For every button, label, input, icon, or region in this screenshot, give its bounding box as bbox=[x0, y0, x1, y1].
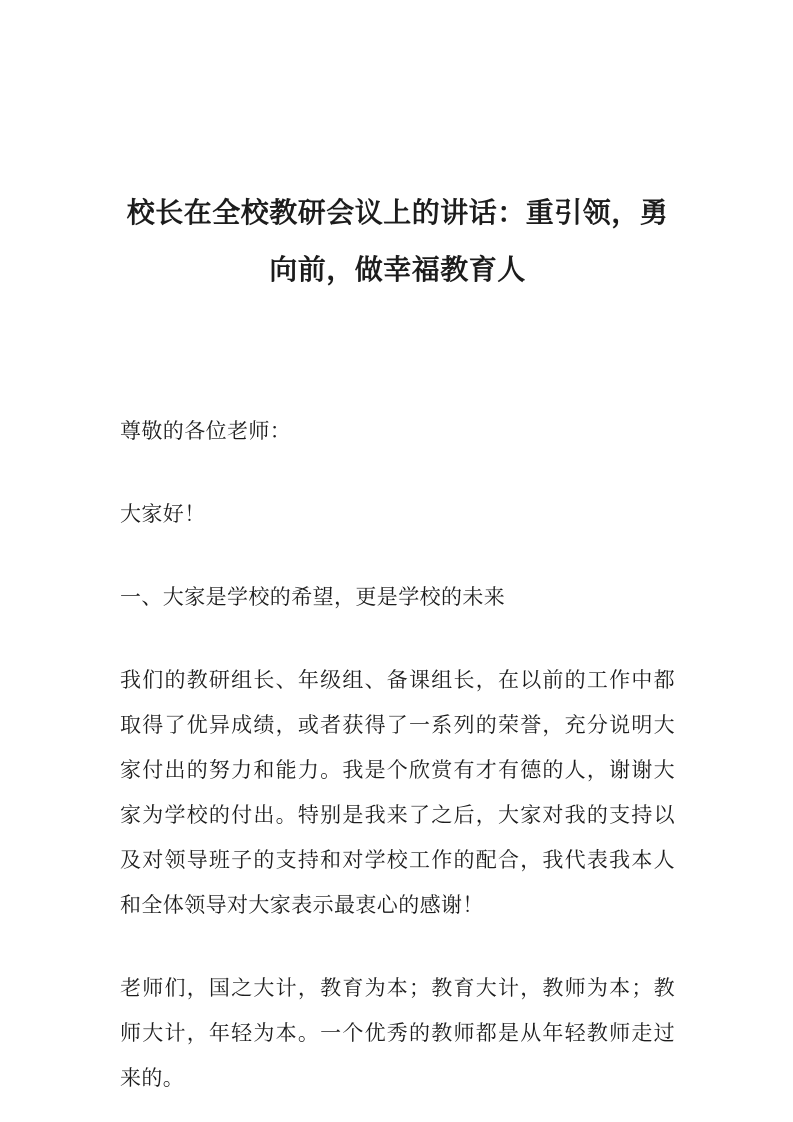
paragraph-salutation: 尊敬的各位老师： bbox=[120, 419, 292, 443]
document-title-line-2: 向前，做幸福教育人 bbox=[269, 255, 526, 286]
paragraph-body-2: 老师们，国之大计，教育为本；教育大计，教师为本；教师大计，年轻为本。一个优秀的教师都是从年轻教师走过来的。 bbox=[120, 976, 675, 1090]
section-heading-1: 一、大家是学校的希望，更是学校的未来 bbox=[120, 585, 506, 609]
document-title bbox=[120, 185, 675, 299]
paragraph-greeting: 大家好！ bbox=[120, 502, 206, 526]
document-title-line-1: 校长在全校教研会议上的讲话：重引领，勇 bbox=[126, 198, 669, 229]
paragraph-body-1: 我们的教研组长、年级组、备课组长，在以前的工作中都取得了优异成绩，或者获得了一系列的荣誉，充分说明大家付出的努力和能力。我是个欣赏有才有德的人，谢谢大家为学校的付出。特别是我来了之后，大家对我的支持以及对领导班子的支持和对学校工作的配合，我代表我本人和全体领导对大家表示最衷心的感谢！ bbox=[120, 668, 675, 917]
